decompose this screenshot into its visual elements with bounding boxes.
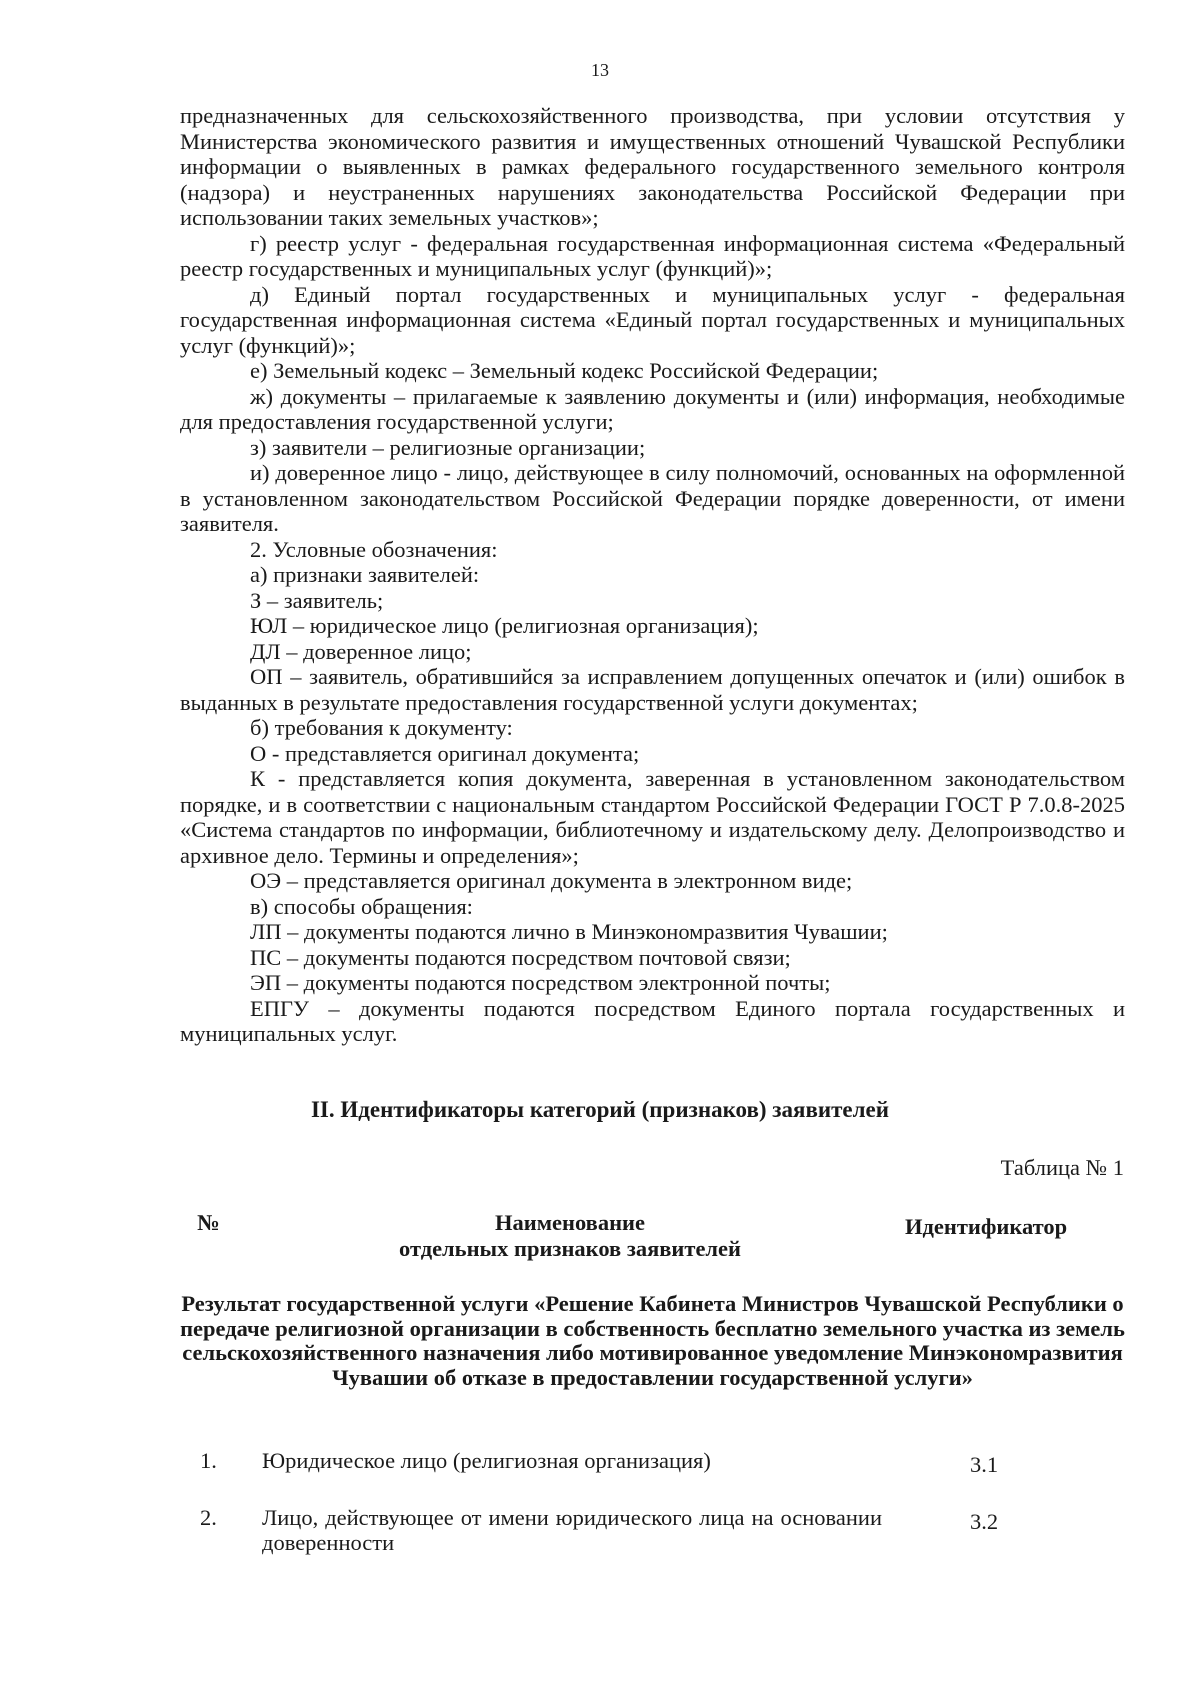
paragraph-k: К - представляется копия документа, заверенная в установленном законодательством порядке, и в соответствии с национальным стандартом Российской Федерации ГОСТ Р 7.0.8-2025 «Система стандартов по информации, библиотечному и издательскому делу. Делопроизводство и архивное дело. Термины и определения»; [180,766,1125,868]
row-number: 1. [200,1448,217,1473]
paragraph-methods: в) способы обращения: [250,893,473,919]
paragraph-applicant-signs: а) признаки заявителей: [250,562,480,587]
paragraph-continuation: предназначенных для сельскохозяйственного производства, при условии отсутствия у Министерства экономического развития и имущественных отношений Чувашской Республики информации о выявленных в рамках федерального государственного земельного контроля (надзора) и неустраненных нарушениях законодательства Российской Федерации при использовании таких земельных участков»; [180,103,1125,230]
section-title: II. Идентификаторы категорий (признаков) заявителей [310,1097,890,1122]
paragraph-portal: д) Единый портал государственных и муниципальных услуг - федеральная государственная информационная система «Единый портал государственных и муниципальных услуг (функций)»; [180,281,1125,358]
paragraph-o: О - представляется оригинал документа; [250,740,640,766]
paragraph-ps: ПС – документы подаются посредством почтовой связи; [250,944,791,970]
paragraph-registry: г) реестр услуг - федеральная государственная информационная система «Федеральный реестр государственных и муниципальных услуг (функций)»; [180,230,1125,281]
paragraph-oe: ОЭ – представляется оригинал документа в электронном виде; [250,868,853,893]
paragraph-documents: ж) документы – прилагаемые к заявлению документы и (или) информация, необходимые для предоставления государственной услуги; [180,383,1125,434]
row-name: Лицо, действующее от имени юридического лица на основании доверенности [262,1505,882,1555]
paragraph-dl: ДЛ – доверенное лицо; [250,638,472,664]
row-identifier: 3.2 [970,1509,999,1534]
paragraph-doc-requirements: б) требования к документу: [250,715,513,740]
paragraph-applicants: з) заявители – религиозные организации; [250,434,646,460]
body-text [180,103,1125,1047]
table-header-name [360,1210,780,1262]
table-header-name-line1: Наименование [495,1210,645,1235]
paragraph-epgu: ЕПГУ – документы подаются посредством Единого портала государственных и муниципальных услуг. [180,995,1125,1046]
row-number: 2. [200,1505,217,1530]
table-label: Таблица № 1 [1000,1155,1124,1180]
paragraph-land-code: е) Земельный кодекс – Земельный кодекс Российской Федерации; [250,358,879,383]
row-identifier: 3.1 [970,1452,999,1477]
page-number: 13 [591,60,609,80]
table-header-identifier: Идентификатор [905,1214,1068,1239]
row-name: Юридическое лицо (религиозная организация) [262,1448,711,1473]
table-header-number: № [197,1210,220,1235]
paragraph-trusted-person: и) доверенное лицо - лицо, действующее в силу полномочий, основанных на оформленной в установленном законодательством Российской Федерации порядке доверенности, от имени заявителя. [180,460,1125,536]
paragraph-op: ОП – заявитель, обратившийся за исправлением допущенных опечаток и (или) ошибок в выданных в результате предоставления государственной услуги документах; [180,664,1125,715]
paragraph-notation: 2. Условные обозначения: [250,536,498,562]
table-header-name-line2: отдельных признаков заявителей [398,1236,742,1261]
paragraph-yul: ЮЛ – юридическое лицо (религиозная организация); [250,613,759,638]
paragraph-z: З – заявитель; [250,587,384,613]
paragraph-ep: ЭП – документы подаются посредством электронной почты; [250,970,831,995]
paragraph-lp: ЛП – документы подаются лично в Минэкономразвития Чувашии; [250,919,888,944]
result-heading: Результат государственной услуги «Решение Кабинета Министров Чувашской Республики о передаче религиозной организации в собственность бесплатно земельного участка из земель сельскохозяйственного назначения либо мотивированное уведомление Минэкономразвития Чувашии об отказе в предоставлении государственной услуги» [180,1291,1125,1390]
